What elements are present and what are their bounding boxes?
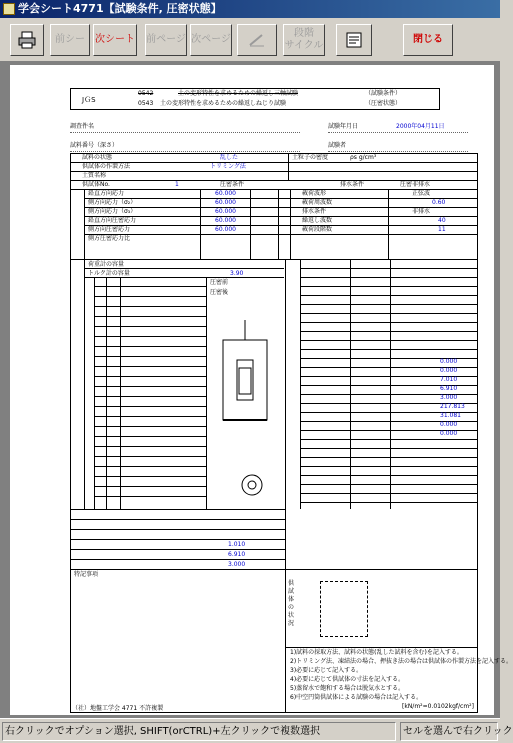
grid-line	[94, 496, 206, 497]
sheet-paper	[10, 65, 513, 715]
date-value: 2000年04月11日	[396, 123, 445, 130]
grid-line	[300, 313, 478, 314]
measure-value: 3.000	[440, 394, 458, 401]
right-row-0-label: 載荷周波数	[302, 199, 333, 206]
grid-line	[300, 268, 478, 269]
left-row-3-label: 鉛直方向圧密応力	[88, 217, 137, 224]
right-row-3-value: 11	[438, 226, 446, 233]
grid-line	[300, 484, 478, 485]
note-0: 1)試料の採取方法、試料の状態(乱した試料を含む)を記入する。	[290, 649, 463, 656]
survey-label: 調査件名	[70, 123, 95, 130]
measure-value: 0.000	[440, 430, 458, 437]
grid-line	[94, 396, 206, 397]
code1: 0542	[138, 90, 154, 97]
work-area	[0, 62, 513, 718]
shape-value: トリミング法	[210, 163, 246, 170]
jgs-label: JＧS	[82, 96, 96, 104]
tester-label: 試験者	[328, 142, 347, 149]
title-bar	[0, 0, 500, 18]
status-bar	[0, 718, 513, 743]
grid-line	[94, 306, 206, 307]
bottom-value-0: 1.010	[228, 541, 246, 548]
left-row-4-value: 60.000	[215, 226, 236, 233]
specimen-sketch-area	[320, 581, 368, 637]
torque-value: 3.90	[230, 270, 244, 277]
status-hint-right: セルを選んで右クリック	[400, 722, 498, 741]
app-icon	[3, 3, 15, 15]
edit-button[interactable]	[237, 24, 277, 56]
sample-state-label: 試料の状態	[82, 154, 113, 161]
grid-line	[300, 286, 478, 287]
grid-line	[94, 436, 206, 437]
grid-line	[300, 340, 478, 341]
grid-line	[94, 466, 206, 467]
grid-line	[94, 316, 206, 317]
settings-button[interactable]	[336, 24, 372, 56]
window-title: 学会シート4771【試験条件, 圧密状態】	[18, 2, 222, 15]
left-row-4-label: 側方向圧密応力	[88, 226, 131, 233]
grid-line	[300, 475, 478, 476]
print-button[interactable]	[10, 24, 44, 56]
grid-line	[300, 304, 478, 305]
test-title-2: 土の変形特性を求めるための繰返しねじり試験	[160, 100, 287, 107]
grid-line	[94, 277, 95, 509]
left-row-3-value: 60.000	[215, 217, 236, 224]
pre-label: 圧密前	[210, 279, 229, 286]
remarks-label: 特記事項	[74, 571, 99, 578]
right-row-0-value: 0.60	[432, 199, 446, 206]
grid-line	[300, 502, 478, 503]
shape-label: 供試体の作製方法	[82, 163, 131, 170]
grid-line	[300, 322, 478, 323]
grid-line	[94, 446, 206, 447]
grid-line	[300, 439, 478, 440]
sample-state-value: 乱した	[220, 154, 239, 161]
grid-line	[94, 366, 206, 367]
grid-line	[120, 277, 121, 509]
right-row-1-value: 非排水	[412, 208, 431, 215]
grid-line	[300, 457, 478, 458]
measure-value: 7.010	[440, 376, 458, 383]
note-4: 5)蒸留水で飽和する場合は脱気水とする。	[290, 685, 405, 692]
status-hint-left: 右クリックでオプション選択, SHIFT(orCTRL)+左クリックで複数選択	[2, 722, 396, 741]
circle-ring-icon	[240, 473, 264, 497]
loadcell-label: 荷重計の容量	[88, 261, 125, 268]
test-tag-2: （圧密状態）	[365, 100, 402, 107]
date-label: 試験年月日	[328, 123, 359, 130]
grid-line	[94, 356, 206, 357]
grid-line	[94, 426, 206, 427]
left-row-2-label: 側方向応力（σ₃）	[88, 208, 137, 215]
grid-line	[94, 456, 206, 457]
grid-line	[94, 386, 206, 387]
right-row-2-value: 40	[438, 217, 446, 224]
specimen-no-value: 1	[175, 181, 179, 188]
note-2: 3)必要に応じて記入する。	[290, 667, 363, 674]
right-row-1-label: 排水条件	[302, 208, 327, 215]
specimen-no-label: 供試体No.	[82, 181, 110, 188]
grid-line	[300, 466, 478, 467]
grid-line	[300, 349, 478, 350]
left-row-0-label: 鉛直方向応力	[88, 190, 125, 197]
prev-sheet-button[interactable]: 前シー	[50, 24, 90, 56]
note-3: 4)必要に応じて供試体の寸法を記入する。	[290, 676, 405, 683]
grid-line	[300, 493, 478, 494]
wave-label: 載荷波形	[302, 190, 327, 197]
grid-line	[94, 476, 206, 477]
density-unit: ρs g/cm³	[350, 154, 377, 161]
bottom-value-1: 6.910	[228, 551, 246, 558]
grid-line	[94, 296, 206, 297]
grid-line	[300, 448, 478, 449]
grid-line	[94, 376, 206, 377]
right-row-2-label: 繰返し波数	[302, 217, 333, 224]
left-row-5-label: 側方圧密応力比	[88, 235, 131, 242]
triaxial-cell-icon	[215, 320, 275, 440]
grid-line	[94, 486, 206, 487]
left-row-2-value: 60.000	[215, 208, 236, 215]
grid-line	[300, 277, 478, 278]
measure-value: 217.813	[440, 403, 465, 410]
consolidation-label: 圧密条件	[220, 181, 245, 188]
grid-line	[106, 277, 107, 509]
grid-line	[300, 295, 478, 296]
right-row-3-label: 載荷段階数	[302, 226, 333, 233]
drain-value: 圧密非排水	[400, 181, 431, 188]
measure-value: 0.000	[440, 421, 458, 428]
next-sheet-button[interactable]: 次シート	[93, 24, 137, 56]
bottom-value-2: 3.000	[228, 561, 246, 568]
cycle-label: サイクル	[284, 40, 324, 51]
ring-diagram	[240, 473, 264, 497]
grid-line	[300, 331, 478, 332]
code2: 0543	[138, 100, 154, 107]
grid-line	[94, 286, 206, 287]
left-row-1-label: 側方向応力（σ₂）	[88, 199, 137, 206]
measure-value: 0.000	[440, 358, 458, 365]
stage-cycle-button[interactable]	[283, 24, 325, 56]
drain-label: 排水条件	[340, 181, 365, 188]
wave-value: 正弦波	[412, 190, 431, 197]
measure-value: 0.000	[440, 367, 458, 374]
specimen-box-label: 供試体の状況	[288, 580, 295, 627]
next-page-button[interactable]: 次ページ	[190, 24, 232, 56]
measure-value: 31.081	[440, 412, 461, 419]
pencil-icon	[248, 33, 266, 47]
close-button[interactable]: 閉じる	[403, 24, 453, 56]
test-title-1: 土の変形特性を求めるための繰返し三軸試験	[178, 90, 299, 97]
left-row-1-value: 60.000	[215, 199, 236, 206]
sample-label: 試料番号（深さ）	[70, 142, 119, 149]
torque-label: トルク計の容量	[88, 270, 130, 277]
note-5: 6)中空円筒供試体による試験の場合は記入する。	[290, 694, 423, 701]
toolbar	[0, 18, 500, 62]
grid-line	[94, 346, 206, 347]
note-1: 2)トリミング法、凍結法の場合、押抜き法の場合は供試体の作製方法を記入する。	[290, 658, 513, 665]
stage-label: 段階	[294, 28, 314, 39]
test-tag-1: （試験条件）	[365, 90, 402, 97]
footer-text: （社）地盤工学会 4771 不許複製	[72, 705, 164, 712]
document-settings-icon	[344, 31, 364, 49]
grid-line	[94, 326, 206, 327]
soil-label: 土質名称	[82, 172, 107, 179]
grid-line	[94, 416, 206, 417]
density-label: 土粒子の密度	[292, 154, 329, 161]
unit-note: [kN/m²=0.0102kgf/cm²]	[402, 703, 474, 710]
printer-icon	[17, 31, 37, 49]
grid-line	[94, 406, 206, 407]
grid-line	[94, 336, 206, 337]
prev-page-button[interactable]: 前ページ	[145, 24, 187, 56]
specimen-diagram	[215, 320, 275, 440]
measure-value: 6.910	[440, 385, 458, 392]
post-label: 圧密後	[210, 289, 229, 296]
left-row-0-value: 60.000	[215, 190, 236, 197]
